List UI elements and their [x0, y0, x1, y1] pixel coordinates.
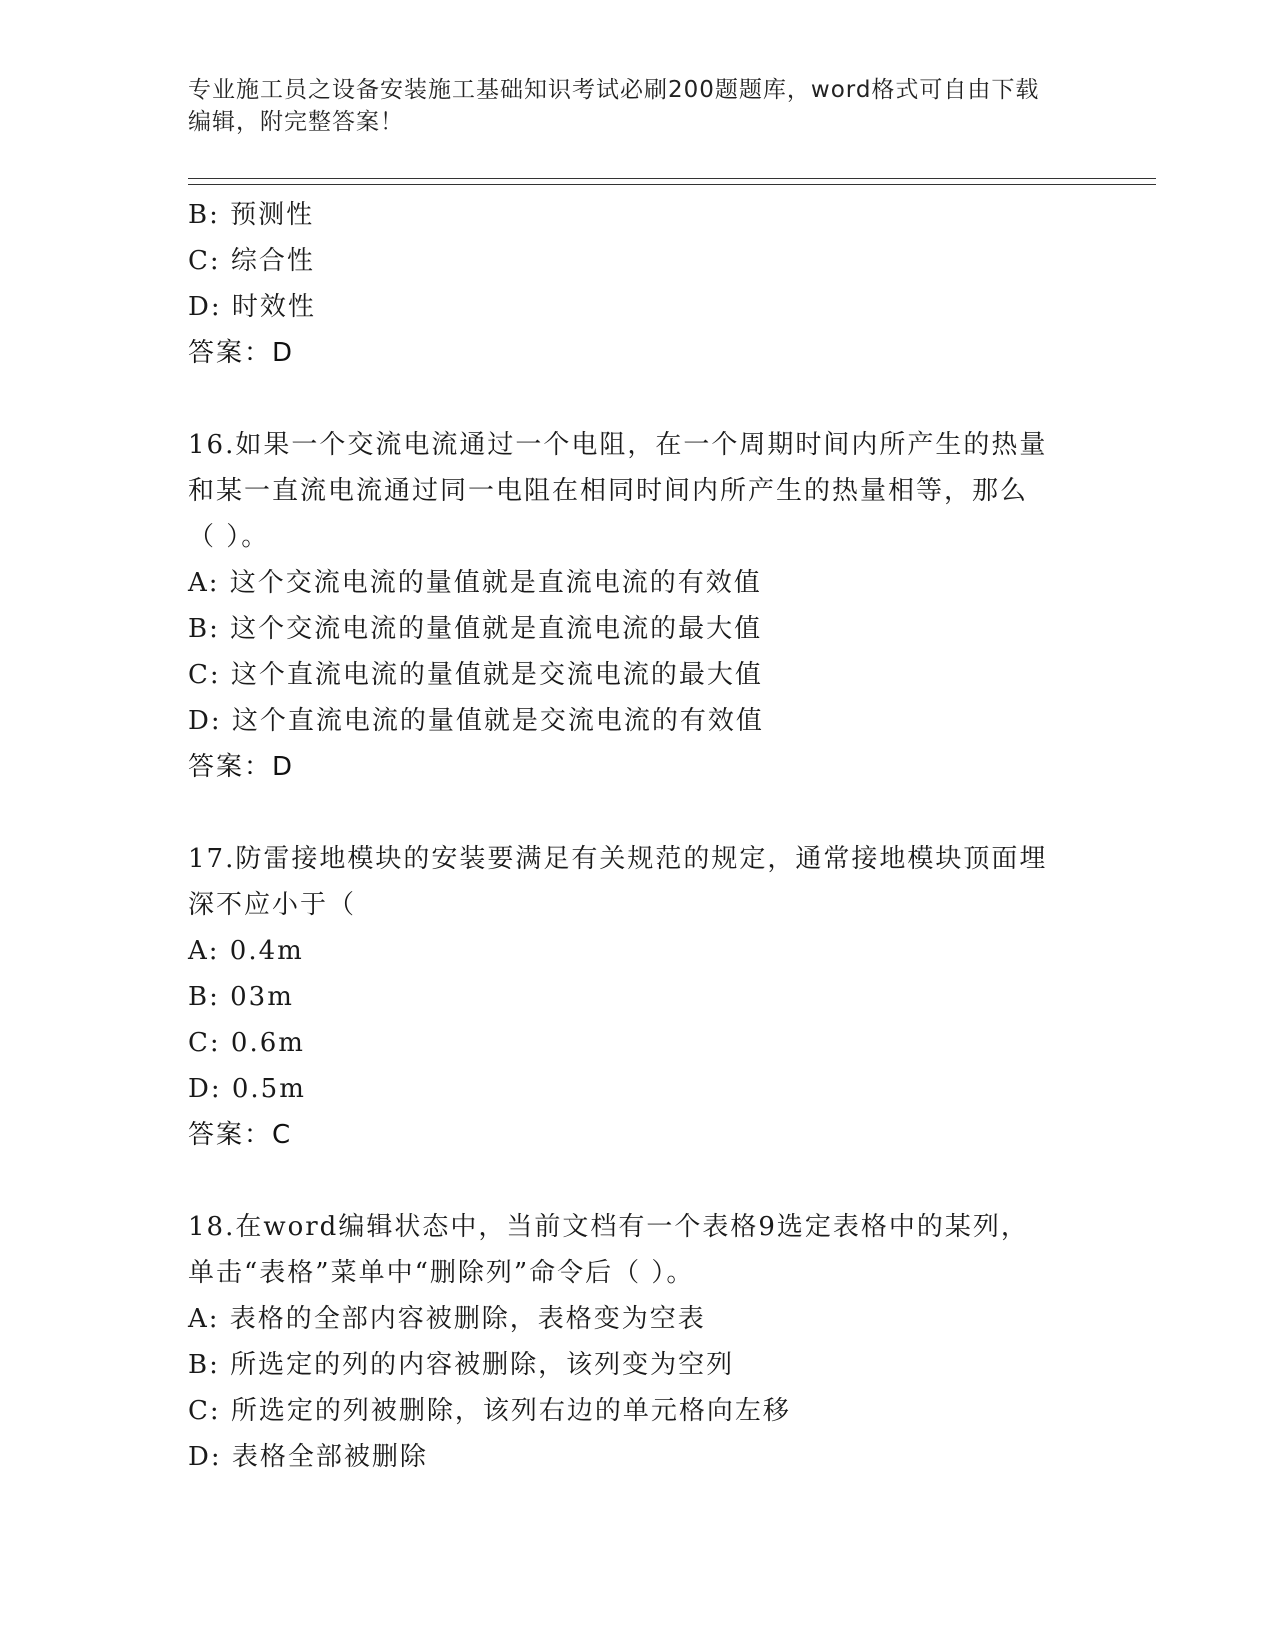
q17-option-b: B: 03m	[188, 982, 294, 1012]
q17-stem-line-1: 17.防雷接地模块的安装要满足有关规范的规定，通常接地模块顶面埋	[188, 844, 1048, 874]
header-double-rule	[188, 178, 1156, 185]
q16-stem-line-2: 和某一直流电流通过同一电阻在相同时间内所产生的热量相等，那么	[188, 476, 1029, 506]
q16-stem-line-1: 16.如果一个交流电流通过一个电阻，在一个周期时间内所产生的热量	[188, 430, 1048, 460]
q16-answer: 答案：D	[188, 752, 295, 782]
q18-option-c: C: 所选定的列被删除，该列右边的单元格向左移	[188, 1396, 791, 1426]
q15-option-b: B: 预测性	[188, 200, 315, 230]
q17-answer: 答案：C	[188, 1120, 293, 1150]
q15-answer: 答案：D	[188, 338, 295, 368]
q17-option-a: A: 0.4m	[188, 936, 304, 966]
spacer	[188, 790, 1088, 836]
q17-stem-line-2: 深不应小于（	[188, 890, 357, 920]
q16-option-d: D: 这个直流电流的量值就是交流电流的有效值	[188, 706, 764, 736]
q17-option-c: C: 0.6m	[188, 1028, 305, 1058]
question-17	[188, 836, 1088, 1158]
spacer	[188, 1158, 1088, 1204]
q18-option-d: D: 表格全部被删除	[188, 1442, 428, 1472]
q17-option-d: D: 0.5m	[188, 1074, 306, 1104]
q15-option-c: C: 综合性	[188, 246, 315, 276]
question-15-tail	[188, 192, 1088, 376]
header-title-line-2: 编辑，附完整答案！	[188, 109, 404, 135]
q18-option-a: A: 表格的全部内容被删除，表格变为空表	[188, 1304, 706, 1334]
q18-stem-line-1: 18.在word编辑状态中，当前文档有一个表格9选定表格中的某列，	[188, 1212, 1029, 1242]
document-header	[188, 74, 1088, 138]
q18-option-b: B: 所选定的列的内容被删除，该列变为空列	[188, 1350, 735, 1380]
q16-option-b: B: 这个交流电流的量值就是直流电流的最大值	[188, 614, 763, 644]
spacer	[188, 376, 1088, 422]
q16-stem-line-3: （ ）。	[188, 522, 270, 552]
document-body	[188, 192, 1088, 1480]
question-18	[188, 1204, 1088, 1480]
q16-option-a: A: 这个交流电流的量值就是直流电流的有效值	[188, 568, 762, 598]
q15-option-d: D: 时效性	[188, 292, 316, 322]
q18-stem-line-2: 单击“表格”菜单中“删除列”命令后（ ）。	[188, 1258, 695, 1288]
q16-option-c: C: 这个直流电流的量值就是交流电流的最大值	[188, 660, 763, 690]
header-title-line-1: 专业施工员之设备安装施工基础知识考试必刷200题题库，word格式可自由下载	[188, 77, 1040, 103]
question-16	[188, 422, 1088, 790]
